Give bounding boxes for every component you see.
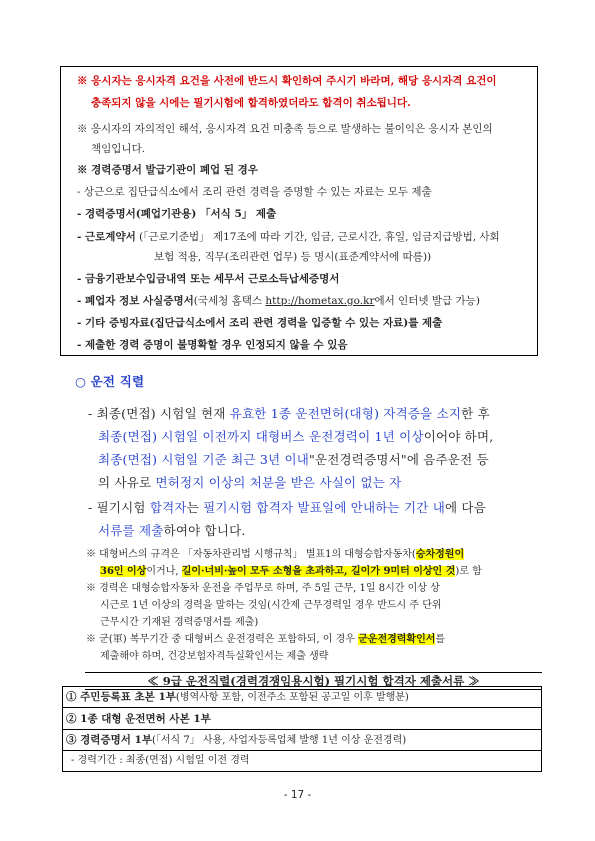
row-divider <box>63 707 541 708</box>
documents-table <box>62 686 542 772</box>
note3-line-1: ※ 군(軍) 복무기간 중 대형버스 운전경력은 포함하되, 이 경우 군운전경력확인서를 <box>86 634 446 645</box>
closure-cert-text: (국세청 홈택스 <box>193 295 266 307</box>
doc-row-3: ③ 경력증명서 1부(「서식 7」 사용, 사업자등록업체 발행 1년 이상 운전경력) <box>66 734 407 746</box>
row-divider <box>63 729 541 730</box>
para1-line-1: - 최종(면접) 시험일 현재 유효한 1종 운전면허(대형) 자격증을 소지한 후 <box>88 406 490 421</box>
notice-box <box>60 66 538 356</box>
section-title: ○ 운전 직렬 <box>75 374 145 389</box>
para1-line-3: 최종(면접) 시험일 기준 최근 3년 이내"운전경력증명서"에 음주운전 등 <box>98 452 489 467</box>
doc-row-4: - 경력기간 : 최종(면접) 시험일 이전 경력 <box>71 755 250 766</box>
notice-line-11 <box>77 294 480 308</box>
para1-line-4: 의 사유로 면허정지 이상의 처분을 받은 사실이 없는 자 <box>98 475 402 490</box>
closure-cert-label: - 폐업자 정보 사실증명서 <box>77 295 194 307</box>
page-number: - 17 - <box>283 789 312 801</box>
notice-line-2: 충족되지 않을 시에는 필기시험에 합격하였더라도 합격이 취소됩니다. <box>91 97 411 109</box>
doc-row-2: ② 1종 대형 운전면허 사본 1부 <box>66 713 211 725</box>
note3-line-2: 제출해야 하며, 건강보험자격득실확인서는 제출 생략 <box>100 651 329 662</box>
note2-line-3: 근무시간 기재된 경력증명서를 제출) <box>100 617 259 628</box>
note1-line-2: 36인 이상이거나, 길이·너비·높이 모두 소형을 초과하고, 길이가 9미터 이상인 것)로 함 <box>100 566 482 577</box>
notice-line-12: - 기타 증빙자료(집단급식소에서 조리 관련 경력을 입증할 수 있는 자료)를 제출 <box>77 317 443 329</box>
notice-line-10: - 금융기관보수입금내역 또는 세무서 근로소득납세증명서 <box>77 273 340 285</box>
notice-line-3: ※ 응시자의 자의적인 해석, 응시자격 요건 미충족 등으로 발생하는 불이익은 응시자 본인의 <box>77 123 493 135</box>
notice-line-4: 책임입니다. <box>91 143 146 155</box>
contract-label: - 근로계약서 <box>77 231 136 243</box>
hometax-link[interactable]: http://hometax.go.kr <box>265 295 375 307</box>
note2-line-2: 시근로 1년 이상의 경력을 말하는 것임(시간제 근무경력일 경우 반드시 주 단위 <box>100 600 442 611</box>
notice-line-5: ※ 경력증명서 발급기관이 폐업 된 경우 <box>77 164 258 176</box>
notice-line-8 <box>77 230 500 244</box>
row-divider <box>63 750 541 751</box>
documents-header: ≪ 9급 운전직렬(경력경쟁임용시험) 필기시험 합격자 제출서류 ≫ <box>85 672 542 690</box>
para1-line-2: 최종(면접) 시험일 이전까지 대형버스 운전경력이 1년 이상이어야 하며, <box>98 429 494 444</box>
doc-row-1: ① 주민등록표 초본 1부(병역사항 포함, 이전주소 포함된 공고일 이후 발행분) <box>66 691 409 703</box>
notice-line-7: - 경력증명서(폐업기관용) 「서식 5」 제출 <box>77 208 277 220</box>
notice-line-9: 보험 적용, 직무(조리관련 업무) 등 명시(표준계약서에 따름)) <box>154 251 432 263</box>
para2-line-1: - 필기시험 합격자는 필기시험 합격자 발표일에 안내하는 기간 내에 다음 <box>88 500 486 515</box>
closure-cert-tail: 에서 인터넷 발급 가능) <box>374 295 480 307</box>
notice-line-6: - 상근으로 집단급식소에서 조리 관련 경력을 증명할 수 있는 자료는 모두 제출 <box>77 186 432 198</box>
note1-line-1: ※ 대형버스의 규격은 「자동차관리법 시행규칙」 별표1의 대형승합자동차(승차정원이 <box>86 549 465 560</box>
notice-line-1: ※ 응시자는 응시자격 요건을 사전에 반드시 확인하여 주시기 바라며, 해당 응시자격 요건이 <box>77 75 497 87</box>
contract-detail: (「근로기준법」 제17조에 따라 기간, 임금, 근로시간, 휴일, 임금지급방법, 사회 <box>139 231 500 243</box>
notice-line-13: - 제출한 경력 증명이 불명확할 경우 인정되지 않을 수 있음 <box>77 339 348 351</box>
note2-line-1: ※ 경력은 대형승합자동차 운전을 주업무로 하며, 주 5일 근무, 1일 8시간 이상 상 <box>86 583 440 594</box>
para2-line-2: 서류를 제출하여야 합니다. <box>98 523 246 538</box>
